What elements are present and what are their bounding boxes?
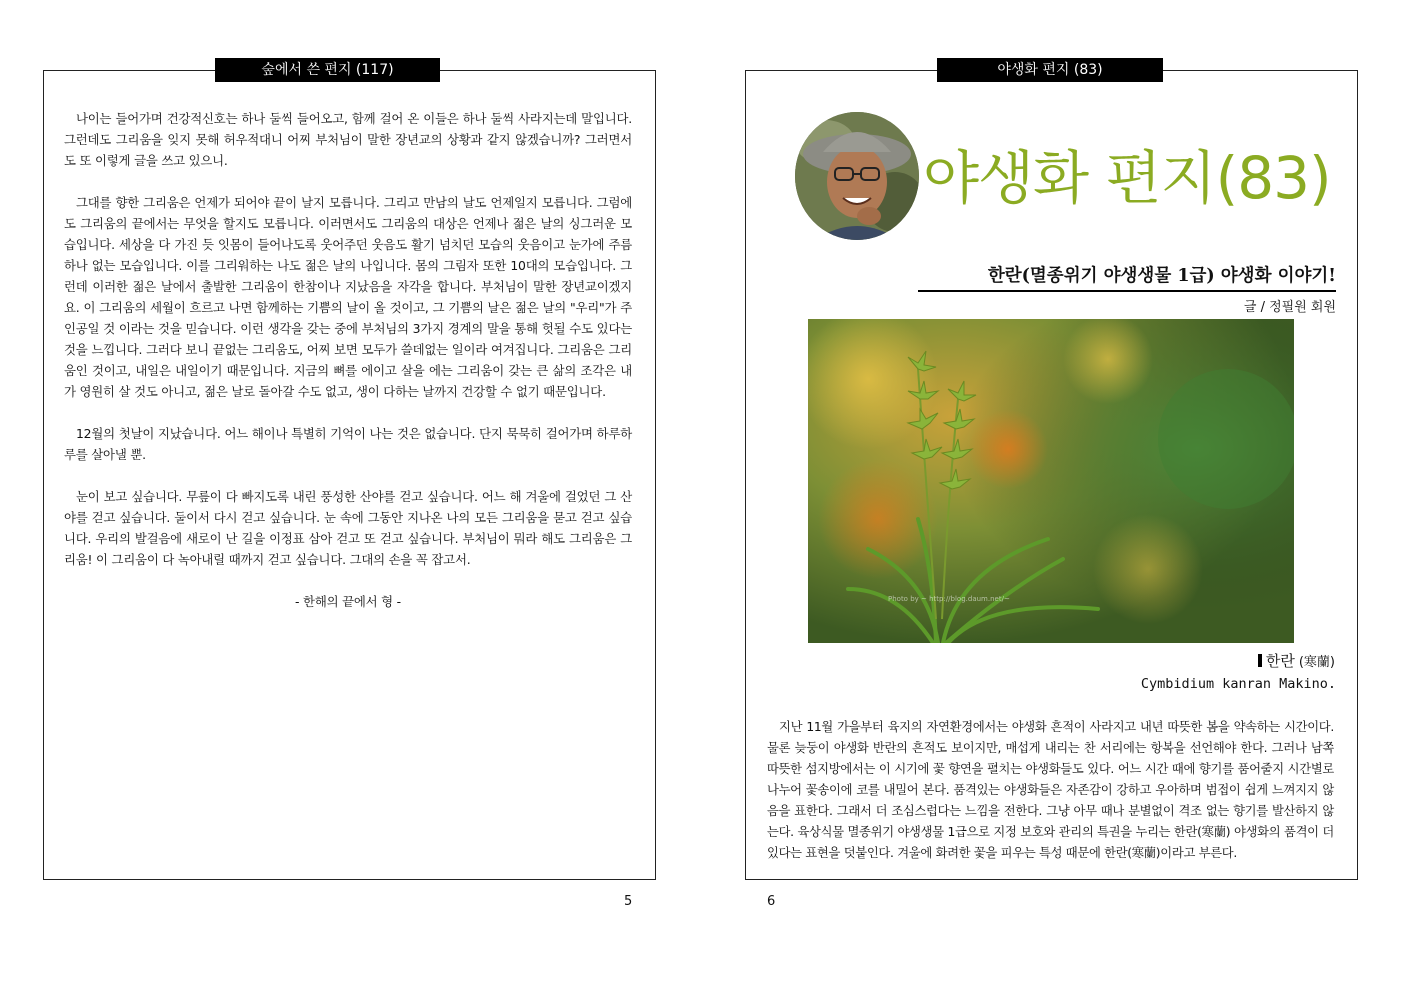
photo-watermark: Photo by ~ http://blog.daum.net/~	[888, 595, 1010, 603]
author-portrait	[795, 112, 919, 240]
left-paragraph-4: 눈이 보고 싶습니다. 무릎이 다 빠지도록 내린 풍성한 산야를 걷고 싶습니다. 어느 해 겨울에 걸었던 그 산야를 걷고 싶습니다. 둘이서 다시 걷고 싶습니다. 눈 속에 그동안 지나온 나의 모든 그리움을 묻고 걷고 싶습니다. 우리의 발걸음에 새로이 난 길을 이정표 삼아 걷고 또 걷고 싶습니다. 부처님이 뭐라 해도 그리움은 그리움! 이 그리움이 다 녹아내릴 때까지 걷고 싶습니다. 그대의 손을 꼭 잡고서.	[64, 489, 632, 567]
caption-marker-icon	[1258, 654, 1262, 667]
right-paragraph-1: 지난 11월 가을부터 육지의 자연환경에서는 야생화 흔적이 사라지고 내년 따뜻한 봄을 약속하는 시간이다. 물론 늦둥이 야생화 반란의 흔적도 보이지만, 매섭게 내리는 찬 서리에는 항복을 선언해야 한다. 그러나 남쪽 따뜻한 섬지방에서는 이 시기에 꽃 향연을 펼치는 야생화들도 있다. 어느 시간 때에 향기를 품어줄지 시간별로 나누어 꽃송이에 코를 내밀어 본다. 품격있는 야생화들은 자존감이 강하고 우아하며 범접이 쉽게 느껴지지 않음을 표한다. 그래서 더 조심스럽다는 느낌을 전한다. 그냥 아무 때나 분별없이 격조 없는 향기를 발산하지 않는다. 육상식물 멸종위기 야생생물 1급으로 지정 보호와 관리의 특권을 누리는 한란(寒蘭) 야생화의 품격이 더 있다는 표현을 덧붙인다. 겨울에 화려한 꽃을 피우는 특성 때문에 한란(寒蘭)이라고 부른다.	[767, 720, 1334, 860]
author-byline: 글 / 정필원 회원	[1243, 300, 1336, 315]
page-number-left: 5	[624, 894, 633, 909]
photo-caption	[1258, 650, 1335, 671]
caption-korean-name: 한란	[1265, 652, 1295, 670]
orchid-photo-illustration	[808, 319, 1294, 643]
article-title: 야생화 편지(83)	[923, 144, 1331, 212]
left-page-header: 숲에서 쓴 편지 (117)	[215, 58, 440, 82]
article-subtitle: 한란(멸종위기 야생생물 1급) 야생화 이야기!	[918, 262, 1336, 292]
left-paragraph-3: 12월의 첫날이 지났습니다. 어느 해이나 특별히 기억이 나는 것은 없습니다. 단지 묵묵히 걸어가며 하루하루를 살아낼 뿐.	[64, 426, 632, 462]
left-page-body	[64, 108, 632, 633]
left-paragraph-1: 나이는 들어가며 건강적신호는 하나 둘씩 들어오고, 함께 걸어 온 이들은 하나 둘씩 사라지는데 말입니다. 그런데도 그리움을 잊지 못해 허우적대니 어찌 부처님이 말한 장년교의 상황과 같지 않겠습니까? 그러면서도 또 이렇게 글을 쓰고 있으니.	[64, 111, 632, 168]
page-number-right: 6	[767, 894, 776, 909]
signoff: - 한해의 끝에서 형 -	[295, 594, 401, 609]
right-page-body	[767, 717, 1334, 864]
left-paragraph-2: 그대를 향한 그리움은 언제가 되어야 끝이 날지 모릅니다. 그리고 만남의 날도 언제일지 모릅니다. 그럼에도 그리움의 끝에서는 무엇을 할지도 모릅니다. 이러면서도 그리움의 대상은 언제나 젊은 날의 싱그러운 모습입니다. 세상을 다 가진 듯 잇몸이 들어나도록 웃어주던 웃음도 활기 넘치던 모습의 웃음이고 눈가에 주름하나 없는 모습입니다. 이를 그리워하는 나도 젊은 날의 나입니다. 몸의 그림자 또한 10대의 모습입니다. 그런데 이러한 젊은 날에서 출발한 그리움이 한참이나 지났음을 자각을 합니다. 부처님이 말한 장년교이겠지요. 이 그리움의 세월이 흐르고 나면 함께하는 기쁨의 날이 올 것이고, 그 기쁨의 날은 젊은 날의 "우리"가 주인공일 것 이라는 것을 믿습니다. 이런 생각을 갖는 중에 부처님의 3가지 경계의 말을 통해 헛될 수도 있다는 것을 느낍니다. 그러다 보니 끝없는 그리움도, 어찌 보면 모두가 쓸데없는 일이라 여겨집니다. 그리움은 그리움인 것이고, 내일은 내일이기 때문입니다. 지금의 뼈를 에이고 살을 에는 그리움이 갖는 큰 삶의 조각은 내가 영원히 살 것도 아니고, 젊은 날로 돌아갈 수도 없고, 생이 다하는 날까지 건강할 수 없기 때문입니다.	[64, 195, 632, 399]
orchid-photo	[808, 319, 1294, 643]
caption-hanja: (寒蘭)	[1298, 655, 1335, 670]
caption-scientific-name: Cymbidium kanran Makino.	[1140, 676, 1336, 692]
portrait-illustration	[795, 112, 919, 240]
right-page-header: 야생화 편지 (83)	[937, 58, 1163, 82]
